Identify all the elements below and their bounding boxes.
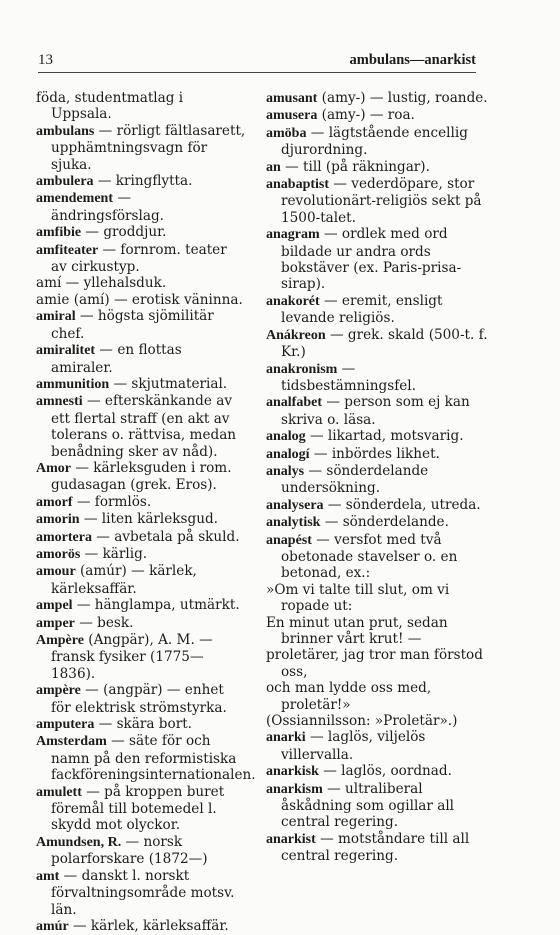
headword: amendement — [36, 191, 113, 207]
definition: — hänglampa, utmärkt. — [72, 597, 240, 614]
dictionary-entry — [266, 763, 488, 780]
definition: — person som ej kan skriva o. läsa. — [281, 394, 475, 428]
definition: — formlös. — [72, 493, 152, 510]
definition: — högsta sjömilitär chef. — [51, 308, 219, 342]
definition: — sönderdelande undersökning. — [281, 462, 433, 497]
dictionary-entry — [266, 446, 488, 463]
dictionary-entry — [266, 831, 488, 865]
headword: ammunition — [36, 376, 110, 392]
headword: analys — [266, 463, 305, 479]
dictionary-entry — [36, 918, 246, 935]
headword: amfibie — [36, 225, 82, 241]
headword: Amundsen, R. — [36, 834, 122, 850]
definition: »Om vi talte till slut, om vi ropade ut: — [266, 581, 454, 615]
headword: anakorét — [266, 293, 320, 309]
definition: amí — yllehalsduk. — [36, 275, 167, 292]
headword: Anákreon — [266, 327, 326, 343]
headword: analfabet — [266, 395, 322, 411]
definition: — likartad, motsvarig. — [305, 428, 464, 445]
dictionary-entry — [266, 176, 488, 226]
dictionary-entry — [36, 563, 246, 597]
definition: proletärer, jag tror man förstod oss, — [266, 647, 488, 680]
dictionary-entry — [36, 376, 246, 393]
definition: — ändringsförslag. — [51, 190, 165, 224]
headword: amper — [36, 615, 75, 631]
headword: amour — [36, 564, 76, 580]
definition: — laglös, viljelös villervalla. — [281, 729, 430, 763]
dictionary-entry — [36, 546, 246, 563]
definition: — en flottas amiraler. — [51, 342, 187, 376]
definition: — efterskänkande av ett flertal straff (en akt av tolerans o. rättvisa, medan benådning sker av nåd). — [51, 393, 241, 460]
headword: amputera — [36, 717, 95, 733]
headword: anarki — [266, 730, 306, 746]
dictionary-entry — [266, 293, 488, 327]
definition: (amy-) — lustig, roande. — [317, 90, 488, 106]
definition: — rörligt fältlasarett, upphämtningsvagn för sjuka. — [51, 122, 250, 173]
definition: — (angpär) — enhet för elektrisk strömstyrka. — [51, 682, 229, 716]
definition: — groddjur. — [81, 224, 167, 241]
headword: amiral — [36, 309, 76, 325]
dictionary-entry — [36, 173, 246, 190]
dictionary-entry — [266, 394, 488, 428]
dictionary-entry — [36, 342, 246, 376]
headword: amusant — [266, 91, 318, 106]
definition: — skära bort. — [94, 716, 192, 733]
definition: — till (på räkningar). — [280, 158, 430, 175]
dictionary-entry — [266, 361, 488, 395]
definition: — eremit, ensligt levande religiös. — [281, 292, 447, 327]
headword: analog — [266, 429, 306, 445]
dictionary-entry — [36, 308, 246, 342]
headword: amnesti — [36, 394, 83, 410]
definition: — versfot med två obetonade stavelser o. en betonad, ex.: — [281, 531, 462, 582]
definition: — lägtstående encellig djurordning. — [281, 124, 473, 159]
headword: analytisk — [266, 515, 321, 531]
definition: (amúr) — kärlek, kärleksaffär. — [51, 563, 202, 597]
dictionary-entry — [36, 597, 246, 614]
dictionary-entry — [36, 716, 246, 733]
dictionary-entry — [36, 275, 246, 291]
definition: — säte för och namn på den reformistiska fackföreningsinternationalen. — [51, 733, 256, 784]
dictionary-entry — [36, 615, 246, 632]
dictionary-entry — [266, 680, 488, 713]
running-head: ambulans—anarkist — [349, 52, 476, 68]
headword: amt — [36, 868, 60, 884]
headword: Amsterdam — [36, 734, 107, 750]
dictionary-entry — [266, 497, 488, 514]
dictionary-entry — [36, 190, 246, 224]
dictionary-entry — [266, 532, 488, 582]
headword: amorin — [36, 512, 80, 528]
definition: En minut utan prut, sedan brinner vårt krut! — — [266, 614, 452, 647]
definition: — vederdöpare, stor revolutionärt-religiös sekt på 1500-talet. — [281, 176, 486, 226]
definition: — danskt l. norskt förvaltningsområde motsv. län. — [51, 867, 239, 918]
dictionary-entry — [36, 224, 246, 241]
dictionary-entry — [266, 428, 488, 445]
header-rule — [38, 72, 476, 73]
definition: — sönderdelande. — [320, 514, 449, 531]
dictionary-entry — [266, 713, 488, 729]
headword: amiralitet — [36, 343, 96, 359]
headword: ampel — [36, 598, 73, 614]
dictionary-entry — [36, 511, 246, 528]
headword: ambulera — [36, 174, 94, 190]
headword: analogí — [266, 446, 310, 462]
dictionary-entry — [36, 292, 246, 308]
dictionary-entry — [266, 647, 488, 680]
definition: amie (amí) — erotisk väninna. — [36, 291, 243, 308]
definition: — norsk polarforskare (1872—) — [51, 833, 208, 868]
dictionary-entry — [36, 460, 246, 494]
dictionary-entry — [36, 632, 246, 682]
dictionary-entry — [36, 90, 246, 123]
definition: — skjutmaterial. — [109, 375, 228, 392]
dictionary-entry — [266, 125, 488, 159]
headword: anarkist — [266, 831, 316, 847]
headword: Amor — [36, 460, 71, 476]
definition: — fornrom. teater av cirkustyp. — [51, 241, 232, 276]
dictionary-entry — [266, 582, 488, 615]
definition: — kärlig. — [80, 545, 148, 562]
headword: amúr — [36, 918, 69, 934]
definition: — grek. skald (500-t. f. Kr.) — [281, 326, 492, 361]
headword: amfiteater — [36, 242, 99, 258]
definition: — motståndare till all central regering. — [281, 830, 474, 865]
definition: — ordlek med ord bildade ur andra ords bokstäver (ex. Paris-prisa-sirap). — [281, 226, 462, 293]
headword: anapést — [266, 532, 312, 548]
definition: — på kroppen buret föremål till botemedel l. skydd mot olyckor. — [51, 783, 229, 834]
definition: — ultraliberal åskådning som ogillar all central regering. — [281, 780, 459, 831]
definition: (Ossiannilsson: »Proletär».) — [266, 713, 458, 730]
dictionary-entry — [266, 326, 492, 361]
headword: amusera — [266, 108, 318, 124]
headword: anagram — [266, 227, 320, 243]
dictionary-entry — [36, 682, 246, 716]
headword: analysera — [266, 497, 324, 513]
headword: anakronism — [266, 361, 338, 377]
left-column — [36, 90, 256, 935]
dictionary-entry — [266, 781, 488, 831]
dictionary-entry — [36, 494, 246, 511]
dictionary-entry — [36, 122, 250, 173]
dictionary-entry — [266, 90, 488, 107]
definition: — kärlek, kärleksaffär. — [68, 917, 229, 934]
definition: — sönderdela, utreda. — [323, 496, 481, 513]
definition: — kärleksguden i rom. gudasagan (grek. Eros). — [51, 459, 236, 494]
headword: ambulans — [36, 123, 95, 139]
dictionary-entry — [36, 733, 256, 784]
headword: ampère — [36, 683, 81, 699]
dictionary-entry — [36, 784, 246, 834]
definition: — besk. — [74, 614, 134, 631]
definition: (Angpär), A. M. — fransk fysiker (1775—1836). — [51, 632, 218, 682]
headword: amortera — [36, 529, 92, 545]
definition: och man lydde oss med, proletär!» — [266, 680, 436, 713]
definition: — liten kärleksgud. — [79, 511, 219, 528]
dictionary-entry — [266, 107, 488, 124]
definition: — inbördes likhet. — [309, 445, 440, 462]
dictionary-entry — [36, 868, 246, 918]
headword: Ampère — [36, 633, 84, 648]
definition: föda, studentmatlag i Uppsala. — [36, 90, 188, 123]
dictionary-entry — [36, 529, 246, 546]
definition: — laglös, oordnad. — [318, 763, 452, 780]
headword: amorf — [36, 494, 73, 510]
definition: (amy-) — roa. — [317, 107, 415, 124]
headword: amorös — [36, 546, 81, 562]
dictionary-entry — [266, 226, 488, 293]
page-header — [38, 52, 476, 70]
right-column — [266, 90, 492, 865]
definition: — avbetala på skuld. — [91, 528, 240, 545]
dictionary-entry — [266, 514, 488, 531]
dictionary-entry — [266, 615, 488, 648]
page-number: 13 — [38, 52, 53, 68]
dictionary-entry — [266, 159, 488, 176]
dictionary-entry — [36, 393, 246, 460]
headword: anarkism — [266, 781, 323, 797]
headword: amöba — [266, 125, 307, 141]
headword: amulett — [36, 784, 82, 800]
dictionary-entry — [36, 834, 246, 868]
dictionary-entry — [266, 729, 488, 763]
definition: — tidsbestämningsfel. — [281, 360, 416, 394]
headword: an — [266, 159, 281, 175]
dictionary-entry — [36, 242, 246, 276]
dictionary-entry — [266, 463, 488, 497]
headword: anabaptist — [266, 177, 330, 193]
definition: — kringflytta. — [93, 173, 193, 190]
headword: anarkisk — [266, 764, 319, 780]
